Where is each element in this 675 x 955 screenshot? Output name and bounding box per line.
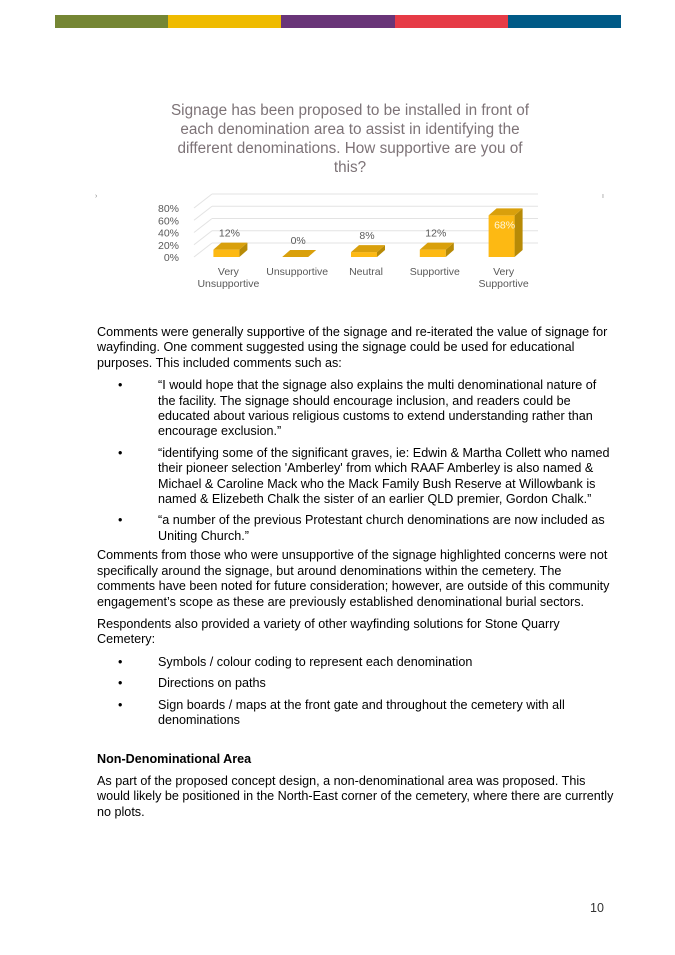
section-heading: Non-Denominational Area bbox=[97, 752, 252, 767]
x-tick-label: Unsupportive bbox=[197, 278, 260, 290]
solutions-intro: Respondents also provided a variety of other wayfinding solutions for Stone Quarry Cemetery: bbox=[97, 616, 560, 647]
chart-corner-mark: › bbox=[95, 193, 98, 200]
header-color-bar bbox=[55, 15, 621, 28]
color-bar-segment-green bbox=[55, 15, 168, 28]
x-tick-label: Neutral bbox=[349, 266, 383, 278]
x-tick-label: Supportive bbox=[409, 266, 460, 278]
document-body bbox=[97, 325, 617, 827]
chart-plot bbox=[90, 95, 610, 305]
bar-front-face bbox=[351, 252, 377, 257]
x-tick-label: Very bbox=[493, 266, 515, 278]
survey-chart bbox=[90, 95, 610, 305]
quote-list bbox=[97, 378, 617, 544]
gridline-diagonal bbox=[194, 194, 212, 208]
chart-bar bbox=[213, 243, 247, 257]
bar-front-face bbox=[420, 250, 446, 257]
solution-text: Symbols / colour coding to represent each denomination bbox=[158, 654, 473, 669]
chart-title-line: different denominations. How supportive are you of bbox=[177, 140, 523, 157]
chart-x-axis bbox=[197, 266, 528, 290]
chart-y-axis bbox=[158, 203, 179, 264]
quote-item bbox=[97, 378, 617, 440]
y-tick-label: 0% bbox=[163, 252, 179, 264]
quote-item bbox=[97, 513, 617, 544]
solution-item bbox=[97, 676, 617, 691]
chart-corner-mark: ı bbox=[602, 193, 604, 200]
x-tick-label: Unsupportive bbox=[266, 266, 329, 278]
unsupportive-paragraph: Comments from those who were unsupportive of the signage highlighted concerns were not specifically around the signage, but around denominations within the cemetery. The comments have been noted for future consideration; however, are outside of this community engagement’s scope as these are previously established denominational burial sectors. bbox=[97, 548, 610, 609]
solution-item bbox=[97, 698, 617, 729]
data-label: 12% bbox=[425, 227, 447, 240]
gridline-diagonal bbox=[194, 206, 212, 220]
chart-title-line: each denomination area to assist in identifying the bbox=[180, 121, 520, 138]
bullet-icon: • bbox=[118, 378, 123, 393]
page-number: 10 bbox=[590, 901, 604, 915]
x-tick-label: Very bbox=[217, 266, 239, 278]
y-tick-label: 60% bbox=[157, 215, 179, 228]
x-tick-label: Supportive bbox=[478, 278, 529, 290]
y-tick-label: 20% bbox=[157, 239, 179, 252]
solution-item bbox=[97, 655, 617, 670]
color-bar-segment-purple bbox=[281, 15, 394, 28]
y-tick-label: 40% bbox=[157, 227, 179, 240]
color-bar-segment-yellow bbox=[168, 15, 281, 28]
solutions-list bbox=[97, 655, 617, 729]
bar-side-face bbox=[515, 208, 523, 257]
bullet-icon: • bbox=[118, 676, 123, 691]
quote-text: “identifying some of the significant graves, ie: Edwin & Martha Collett who named their pioneer selection 'Amberley' from which RAAF Amberley is also named & Michael & Caroline Mack who the Mack Family Bush Reserve at Willowbank is named & Elizebeth Chalk the sister of an earlier QLD premier, Gordon Chalk.” bbox=[158, 445, 610, 507]
gridline-diagonal bbox=[194, 243, 212, 257]
quote-text: “a number of the previous Protestant church denominations are now included as Uniting Church.” bbox=[158, 513, 605, 543]
chart-title-line: Signage has been proposed to be installed in front of bbox=[170, 102, 530, 119]
color-bar-segment-red bbox=[395, 15, 508, 28]
y-tick-label: 80% bbox=[157, 203, 179, 215]
bar-top-face bbox=[282, 250, 316, 257]
gridline-diagonal bbox=[194, 219, 212, 233]
intro-paragraph: Comments were generally supportive of the signage and re-iterated the value of signage for wayfinding. One comment suggested using the signage could be used for educational purposes. This included comments such as: bbox=[97, 325, 608, 370]
quote-item bbox=[97, 446, 617, 508]
bullet-icon: • bbox=[118, 445, 123, 460]
quote-text: “I would hope that the signage also explains the multi denominational nature of the facility. The signage should encourage inclusion, and readers could be educated about various religious customs to extend understanding rather than encourage exclusion.” bbox=[158, 378, 597, 439]
data-label: 0% bbox=[290, 235, 306, 247]
chart-bar bbox=[489, 208, 523, 257]
chart-bar bbox=[420, 243, 454, 257]
solution-text: Directions on paths bbox=[158, 676, 266, 691]
bullet-icon: • bbox=[118, 654, 123, 669]
data-label: 68% bbox=[494, 219, 516, 232]
gridline-diagonal bbox=[194, 231, 212, 245]
section-paragraph: As part of the proposed concept design, a non-denominational area was proposed. This would likely be positioned in the North-East corner of the cemetery, where there are currently no plots. bbox=[97, 773, 614, 819]
solution-text: Sign boards / maps at the front gate and throughout the cemetery with all denominations bbox=[158, 697, 565, 727]
chart-bar bbox=[282, 250, 316, 257]
data-label: 12% bbox=[218, 227, 240, 240]
color-bar-segment-blue bbox=[508, 15, 621, 28]
chart-title-line: this? bbox=[333, 159, 367, 176]
bullet-icon: • bbox=[118, 697, 123, 712]
chart-bar bbox=[351, 245, 385, 257]
data-label: 8% bbox=[359, 230, 375, 243]
bullet-icon: • bbox=[118, 513, 123, 528]
bar-front-face bbox=[213, 250, 239, 257]
